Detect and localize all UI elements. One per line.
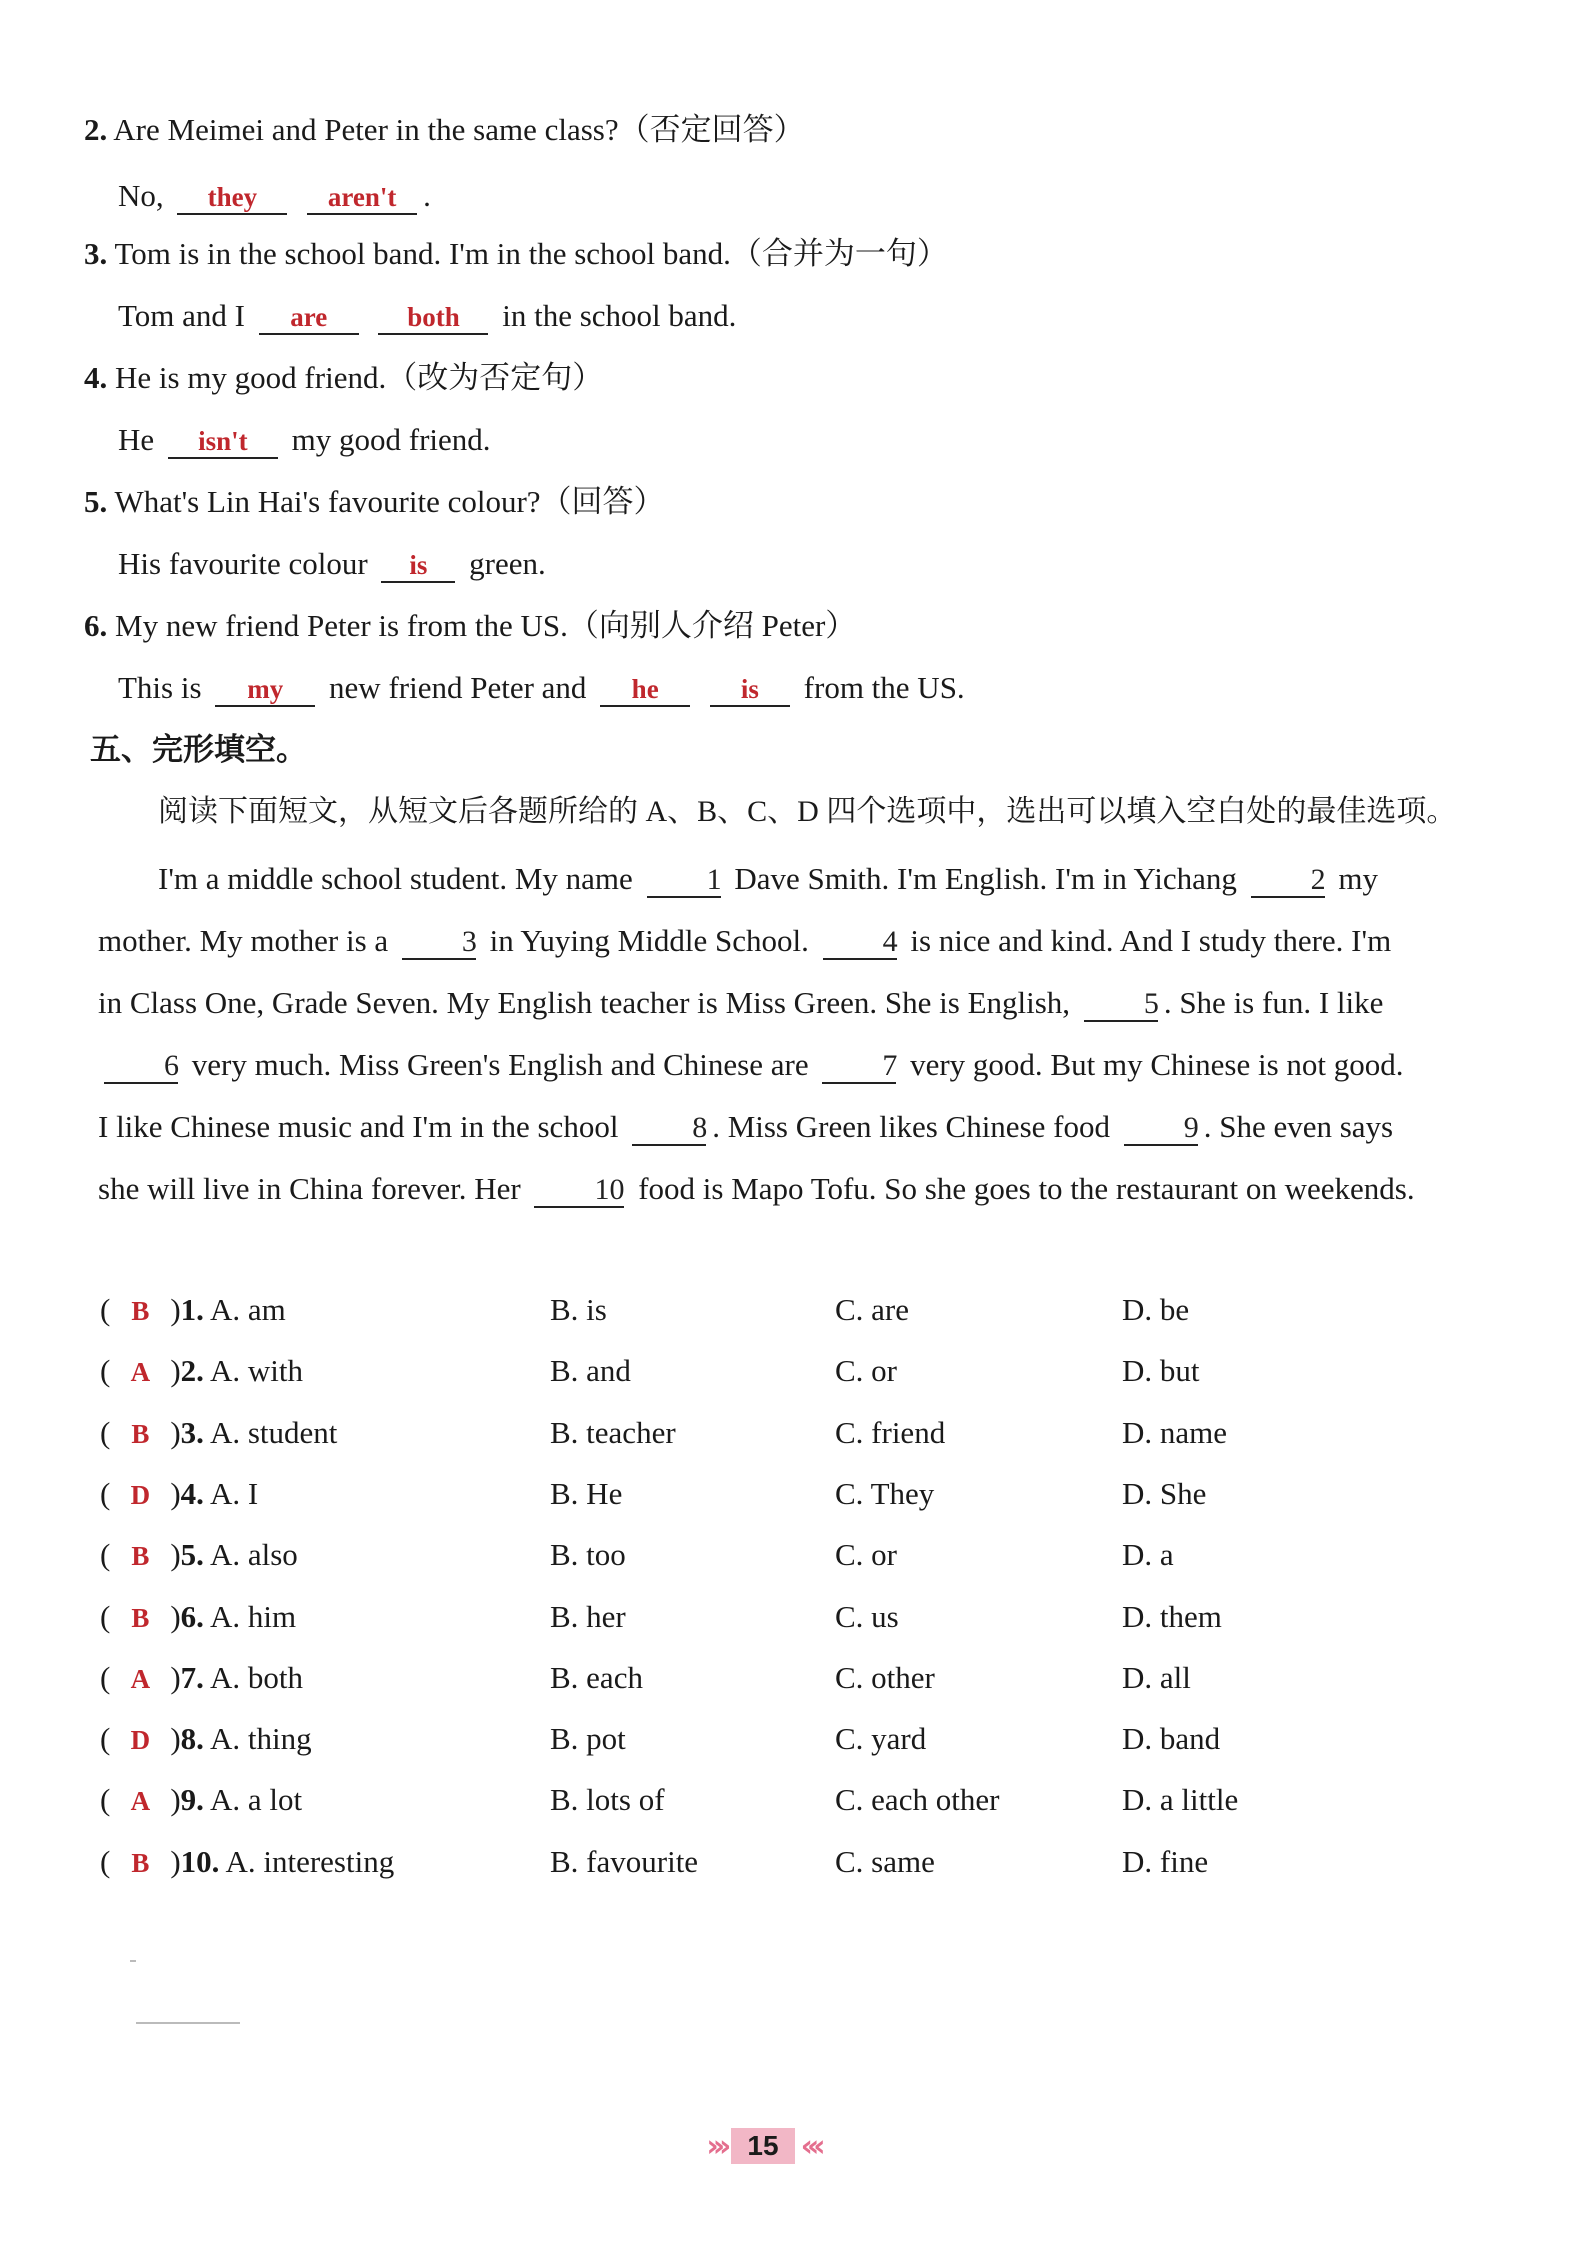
choice-row [100, 1780, 1300, 1820]
choice-number: 7. [180, 1659, 204, 1695]
cloze-blank[interactable] [1124, 1110, 1198, 1146]
option-d: D. name [1122, 1414, 1228, 1450]
passage-text: Dave Smith. I'm English. I'm in Yichang [734, 861, 1237, 896]
question-3-prompt [84, 234, 948, 274]
chevron-right-icon: ››› [706, 2128, 726, 2164]
answer-lead: No, [118, 178, 164, 213]
choice-row [100, 1842, 1300, 1882]
passage-text: food is Mapo Tofu. So she goes to the restaurant on weekends. [638, 1171, 1415, 1206]
blank-number: 3 [461, 925, 477, 958]
option-a: A. I [209, 1475, 259, 1511]
option-c: C. are [835, 1292, 910, 1327]
passage-text: very good. But my Chinese is not good. I like Chinese music and I'm in the school [98, 1047, 1404, 1144]
page-footer [673, 2122, 853, 2170]
question-number: 6. [84, 608, 108, 643]
answer-bracket[interactable]: ( B )5. A. also [100, 1535, 298, 1576]
passage-text: in Yuying Middle School. [489, 923, 809, 958]
cloze-blank[interactable] [823, 924, 897, 960]
choice-row [100, 1474, 1300, 1514]
option-b: B. too [550, 1537, 626, 1573]
option-c: C. friend [835, 1414, 946, 1450]
option-c: C. us [835, 1598, 899, 1634]
answer-blank[interactable] [259, 299, 359, 335]
answer-tail: from the US. [803, 670, 965, 705]
option-a: A. interesting [225, 1843, 395, 1879]
option-c: C. other [835, 1659, 935, 1695]
choice-answer: B [131, 1296, 150, 1326]
page-number: 15 [731, 2128, 794, 2164]
blank-number: 2 [1310, 863, 1326, 896]
answer-blank[interactable] [215, 671, 315, 707]
option-a: A. with [209, 1353, 303, 1389]
choice-row [100, 1597, 1300, 1637]
blank-number: 6 [164, 1049, 179, 1082]
answer-blank[interactable] [378, 299, 488, 335]
answer-tail: . [423, 178, 431, 213]
passage-text: . She even says she will live in China forever. Her [98, 1109, 1394, 1206]
answer-text: isn't [198, 426, 248, 456]
option-a: A. a lot [209, 1782, 303, 1818]
answer-text: my [247, 674, 284, 704]
option-b: B. each [550, 1659, 643, 1695]
answer-tail: in the school band. [502, 298, 737, 333]
answer-blank[interactable] [710, 671, 790, 707]
answer-bracket[interactable]: ( B )6. A. him [100, 1597, 296, 1638]
choice-row [100, 1719, 1300, 1759]
choice-row [100, 1413, 1300, 1453]
question-6-answer [118, 668, 965, 708]
option-a: A. also [209, 1537, 298, 1573]
answer-lead: His favourite colour [118, 546, 368, 581]
choice-answer: B [131, 1602, 150, 1633]
answer-lead: He [118, 422, 155, 457]
answer-text: are [290, 302, 328, 332]
answer-lead: Tom and I [118, 298, 245, 333]
choice-answer: B [131, 1418, 150, 1449]
option-b: B. lots of [550, 1782, 665, 1818]
choice-answer: A [130, 1786, 151, 1817]
passage-text: I'm a middle school student. My name [158, 861, 633, 896]
option-a: A. thing [209, 1721, 312, 1757]
blank-number: 8 [692, 1111, 708, 1144]
choice-row [100, 1658, 1300, 1698]
option-c: C. yard [835, 1721, 927, 1757]
option-d: D. be [1122, 1292, 1190, 1327]
answer-bracket[interactable]: ( A )2. A. with [100, 1351, 303, 1392]
option-b: B. and [550, 1353, 631, 1389]
answer-bracket[interactable]: ( A )7. A. both [100, 1658, 303, 1699]
question-text: He is my good friend.（改为否定句） [115, 360, 604, 395]
answer-bracket[interactable]: ( B )1. A. am [100, 1290, 286, 1331]
option-c: C. same [835, 1843, 935, 1879]
question-2-answer [118, 176, 431, 216]
answer-bracket[interactable]: ( B )10. A. interesting [100, 1842, 394, 1883]
cloze-blank[interactable] [1251, 862, 1325, 898]
question-6-prompt [84, 606, 856, 646]
option-d: D. band [1122, 1721, 1221, 1757]
answer-text: both [407, 302, 460, 332]
question-5-prompt [84, 482, 665, 522]
cloze-blank[interactable] [104, 1048, 178, 1084]
answer-lead: This is [118, 670, 202, 705]
question-4-answer [118, 420, 491, 460]
passage-text: is nice and kind. And I study there. I'm in Class One, Grade Seven. My English teacher is Miss Green. She is English, [98, 923, 1392, 1020]
choice-number: 8. [180, 1721, 204, 1757]
answer-bracket[interactable]: ( B )3. A. student [100, 1413, 337, 1454]
option-a: A. am [209, 1292, 286, 1327]
cloze-passage [98, 848, 1420, 1220]
answer-blank[interactable] [381, 547, 455, 583]
option-c: C. They [835, 1475, 935, 1511]
answer-blank[interactable] [600, 671, 690, 707]
question-3-answer [118, 296, 736, 336]
cloze-blank[interactable] [822, 1048, 896, 1084]
option-d: D. fine [1122, 1843, 1209, 1879]
answer-bracket[interactable]: ( D )4. A. I [100, 1474, 258, 1515]
question-text: Tom is in the school band. I'm in the school band.（合并为一句） [114, 236, 948, 271]
choice-answer: B [131, 1541, 150, 1572]
answer-text: he [631, 674, 659, 704]
option-b: B. is [550, 1292, 607, 1327]
option-d: D. a [1122, 1537, 1174, 1573]
answer-blank[interactable] [168, 423, 278, 459]
answer-blank[interactable] [307, 179, 417, 215]
choice-number: 3. [180, 1414, 204, 1450]
question-number: 2. [84, 112, 108, 147]
question-text: My new friend Peter is from the US.（向别人介绍 Peter） [115, 608, 857, 643]
choice-answer: A [130, 1357, 151, 1388]
choice-number: 2. [180, 1353, 204, 1389]
answer-bracket[interactable]: ( A )9. A. a lot [100, 1780, 302, 1821]
choice-number: 5. [180, 1537, 204, 1573]
option-c: C. or [835, 1537, 897, 1573]
section-instruction: 阅读下面短文，从短文后各题所给的 A、B、C、D 四个选项中，选出可以填入空白处的最佳选项。 [158, 795, 1457, 828]
option-b: B. teacher [550, 1414, 676, 1450]
section-heading: 五、完形填空。 [90, 732, 307, 767]
option-d: D. a little [1122, 1782, 1239, 1818]
answer-tail: my good friend. [291, 422, 491, 457]
question-5-answer [118, 544, 546, 584]
choice-row [100, 1535, 1300, 1575]
answer-text: they [207, 182, 258, 212]
passage-text: very much. Miss Green's English and Chinese are [191, 1047, 809, 1082]
option-a: A. him [209, 1598, 297, 1634]
blank-number: 1 [706, 863, 722, 896]
choice-answer: A [130, 1663, 151, 1694]
option-b: B. her [550, 1598, 626, 1634]
choice-row [100, 1351, 1300, 1391]
option-d: D. them [1122, 1598, 1222, 1634]
passage-text: . Miss Green likes Chinese food [712, 1109, 1110, 1144]
choice-number: 6. [180, 1598, 204, 1634]
cloze-blank[interactable] [647, 862, 721, 898]
option-b: B. pot [550, 1721, 626, 1757]
answer-text: aren't [327, 182, 397, 212]
option-d: D. but [1122, 1353, 1200, 1389]
option-a: A. both [209, 1659, 303, 1695]
scan-mark [136, 2022, 240, 2024]
cloze-blank[interactable] [534, 1172, 624, 1208]
answer-text: is [740, 674, 759, 704]
choice-number: 1. [180, 1292, 204, 1327]
choice-answer: B [131, 1847, 150, 1878]
cloze-blank[interactable] [402, 924, 476, 960]
question-number: 5. [84, 484, 108, 519]
choice-number: 10. [180, 1843, 220, 1879]
answer-blank[interactable] [177, 179, 287, 215]
blank-number: 10 [594, 1173, 625, 1206]
option-d: D. She [1122, 1475, 1207, 1511]
question-text: Are Meimei and Peter in the same class?（否定回答） [113, 112, 805, 147]
choice-row [100, 1290, 1300, 1330]
option-c: C. or [835, 1353, 897, 1389]
cloze-blank[interactable] [632, 1110, 706, 1146]
blank-number: 9 [1183, 1111, 1199, 1144]
option-d: D. all [1122, 1659, 1191, 1695]
chevron-left-icon: ‹‹‹ [800, 2128, 820, 2164]
option-a: A. student [209, 1414, 338, 1450]
blank-number: 4 [882, 925, 898, 958]
choice-answer: D [130, 1725, 151, 1756]
option-b: B. He [550, 1475, 623, 1511]
choice-answer: D [130, 1479, 151, 1510]
answer-middle: new friend Peter and [329, 670, 587, 705]
scan-mark [130, 1960, 136, 1962]
choice-number: 9. [180, 1782, 204, 1818]
passage-text: . She is fun. I like [1163, 985, 1384, 1020]
answer-tail: green. [469, 546, 546, 581]
blank-number: 5 [1143, 987, 1159, 1020]
option-c: C. each other [835, 1782, 1000, 1818]
question-text: What's Lin Hai's favourite colour?（回答） [114, 484, 665, 519]
question-number: 4. [84, 360, 108, 395]
answer-bracket[interactable]: ( D )8. A. thing [100, 1719, 312, 1760]
cloze-blank[interactable] [1084, 986, 1158, 1022]
answer-text: is [409, 550, 428, 580]
question-2-prompt [84, 110, 805, 150]
option-b: B. favourite [550, 1843, 699, 1879]
question-number: 3. [84, 236, 108, 271]
choice-number: 4. [180, 1475, 204, 1511]
question-4-prompt [84, 358, 603, 398]
passage-text: my mother. My mother is a [98, 861, 1378, 958]
blank-number: 7 [882, 1049, 898, 1082]
